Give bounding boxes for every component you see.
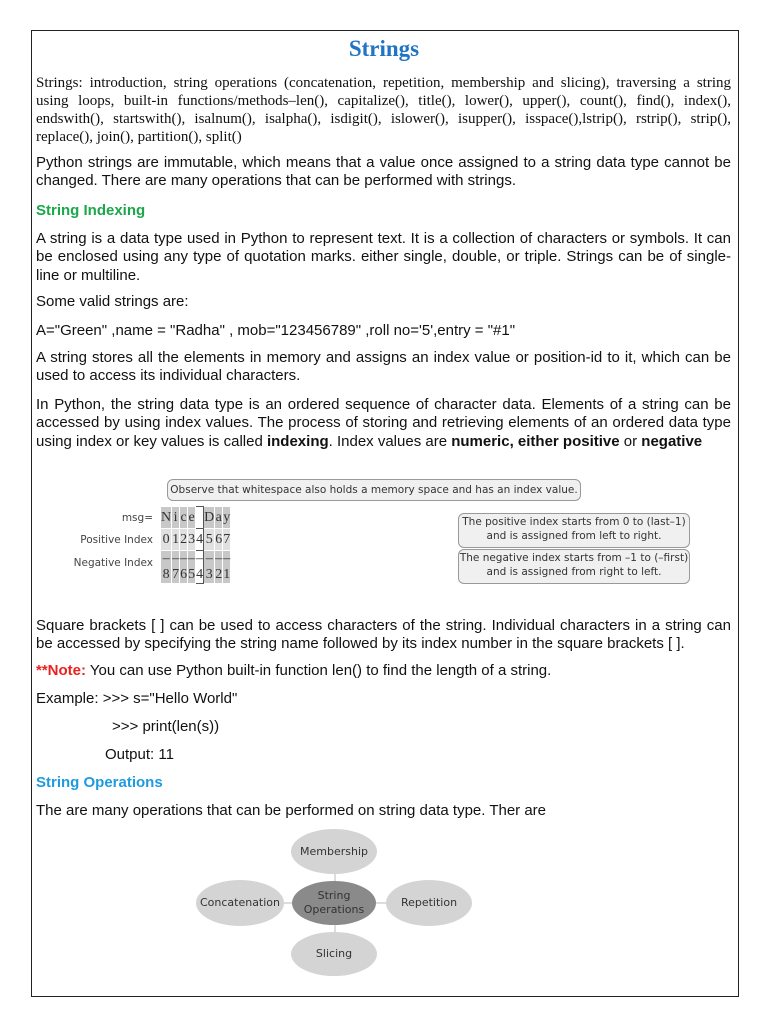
op-slicing: Slicing xyxy=(291,932,377,976)
char-cell: e xyxy=(188,507,196,529)
heading-string-operations: String Operations xyxy=(36,774,163,791)
negative-index-cell: –5 xyxy=(188,551,196,582)
row-label-positive: Positive Index xyxy=(80,534,153,546)
bold-text: indexing xyxy=(266,432,329,450)
positive-index-cell: 6 xyxy=(215,529,223,551)
text: In Python, the string data type is an ordered sequence of character data. Elements of a string can be accessed by using index values. The process of storing and retrieving elements of an ordered data type using index or key values is called xyxy=(36,396,731,450)
text: . Index values are xyxy=(328,432,452,450)
positive-index-cell: 2 xyxy=(180,529,188,551)
positive-index-note: The positive index starts from 0 to (last–1) and is assigned from left to right. xyxy=(458,513,690,548)
paragraph-string-definition: A string is a data type used in Python to represent text. It is a collection of characters or symbols. It can be enclosed using any type of quotation marks. either single, double, or triple. Strings can be of single-line or multiline. xyxy=(36,230,731,284)
negative-index-cell: –3 xyxy=(204,551,215,584)
positive-index-cell: 4 xyxy=(196,529,204,551)
positive-index-cell: 3 xyxy=(188,529,196,551)
op-concatenation: Concatenation xyxy=(196,880,284,926)
negative-index-cell: –8 xyxy=(161,551,172,584)
row-label-negative: Negative Index xyxy=(73,557,153,569)
char-cell xyxy=(196,507,204,529)
negative-index-note: The negative index starts from –1 to (–first) and is assigned from right to left. xyxy=(458,549,690,584)
heading-string-indexing: String Indexing xyxy=(36,202,146,219)
bold-text: negative xyxy=(641,432,703,450)
op-repetition: Repetition xyxy=(386,880,472,926)
note-label: **Note: xyxy=(36,662,87,679)
op-center: String Operations xyxy=(292,881,376,925)
text: or xyxy=(619,432,642,450)
char-cell: D xyxy=(204,507,215,529)
index-table xyxy=(160,506,231,584)
positive-index-cell: 7 xyxy=(223,529,231,551)
negative-index-cell: –6 xyxy=(180,551,188,582)
whitespace-note: Observe that whitespace also holds a memory space and has an index value. xyxy=(167,479,581,501)
negative-index-cell: –4 xyxy=(196,551,204,582)
paragraph-valid-strings: Some valid strings are: xyxy=(36,293,189,310)
example-line-2: >>> print(len(s)) xyxy=(112,718,220,735)
example-line-1: Example: >>> s="Hello World" xyxy=(36,690,238,707)
positive-index-cell: 0 xyxy=(161,529,172,551)
syllabus-intro: Strings: introduction, string operations (concatenation, repetition, membership and slicing), traversing a string using loops, built-in functions/methods–len(), capitalize(), title(), lower(), upper(), count(), find(), index(), endswith(), startswith(), isalnum(), isalpha(), isdigit(), islower(), isupper(), isspace(),lstrip(), rstrip(), strip(), replace(), join(), partition(), split() xyxy=(36,75,731,145)
positive-index-cell: 5 xyxy=(204,529,215,551)
example-output: Output: 11 xyxy=(105,746,174,763)
paragraph-immutable: Python strings are immutable, which means that a value once assigned to a string data type cannot be changed. There are many operations that can be performed with strings. xyxy=(36,154,731,190)
note-text: You can use Python built-in function len() to find the length of a string. xyxy=(86,662,552,679)
char-cell: i xyxy=(172,507,180,529)
char-cell: N xyxy=(161,507,172,529)
char-cell: a xyxy=(215,507,223,529)
paragraph-operations: The are many operations that can be performed on string data type. Ther are xyxy=(36,802,547,819)
row-label-msg: msg= xyxy=(121,512,153,524)
negative-index-cell: –1 xyxy=(223,551,231,582)
char-cell: y xyxy=(223,507,231,529)
paragraph-memory: A string stores all the elements in memory and assigns an index value or position-id to it, which can be used to access its individual characters. xyxy=(36,349,731,385)
negative-index-cell: –2 xyxy=(215,551,223,582)
negative-index-cell: –7 xyxy=(172,551,180,582)
op-membership: Membership xyxy=(291,829,377,874)
page-title: Strings xyxy=(348,36,420,61)
paragraph-examples: A="Green" ,name = "Radha" , mob="123456789" ,roll no='5',entry = "#1" xyxy=(36,322,516,339)
positive-index-cell: 1 xyxy=(172,529,180,551)
note-len xyxy=(36,662,731,680)
char-cell: c xyxy=(180,507,188,529)
bold-text: numeric, either positive xyxy=(451,432,620,450)
paragraph-indexing xyxy=(36,396,731,451)
paragraph-square-brackets: Square brackets [ ] can be used to access characters of the string. Individual characters in a string can be accessed by specifying the string name followed by its index number in the square brackets [ ]. xyxy=(36,617,731,653)
